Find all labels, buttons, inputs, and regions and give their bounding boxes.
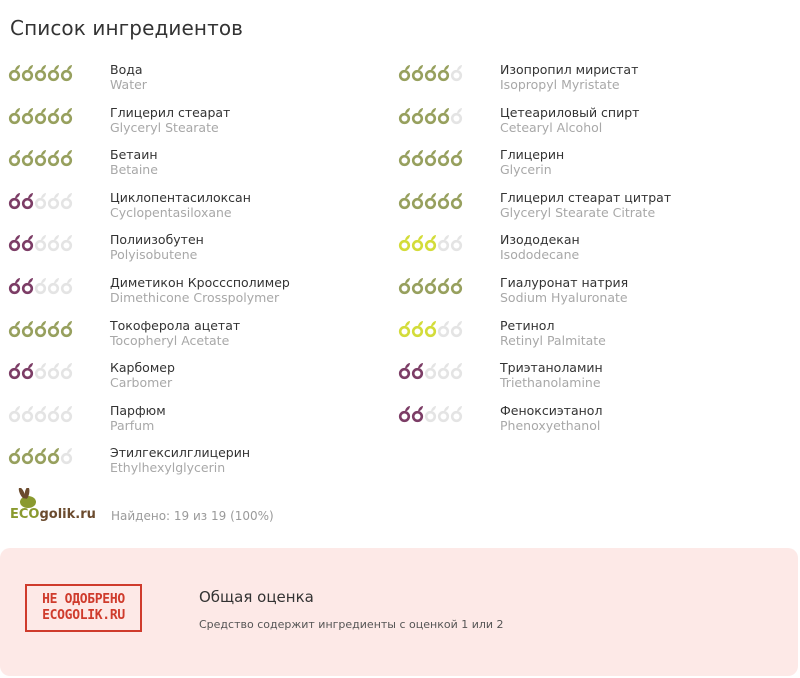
ingredient-name-en: Carbomer: [110, 375, 173, 391]
ingredient-name-ru[interactable]: Глицерин: [500, 147, 565, 163]
ingredient-name-ru[interactable]: Глицерил стеарат цитрат: [500, 189, 672, 205]
rating-leaf-icon: [21, 149, 34, 167]
rating-leaf-icon: [437, 320, 450, 338]
ingredient-name-en: Polyisobutene: [110, 247, 198, 263]
rating-leaf-icon: [398, 405, 411, 423]
ingredient-names: [500, 147, 564, 177]
ingredient-rating: [398, 64, 463, 82]
rating-leaf-icon: [411, 320, 424, 338]
rating-leaf-icon: [398, 107, 411, 125]
rating-leaf-icon: [398, 234, 411, 252]
rating-leaf-icon: [60, 277, 73, 295]
rating-leaf-icon: [437, 149, 450, 167]
ingredient-name-en: Water: [110, 77, 147, 92]
ingredient-names: [110, 62, 147, 92]
ingredient-name-ru[interactable]: Ретинол: [500, 317, 555, 333]
rating-leaf-icon: [21, 447, 34, 465]
ingredient-name-en: Tocopheryl Acetate: [110, 332, 230, 348]
rating-leaf-icon: [21, 64, 34, 82]
ingredient-names: [500, 62, 638, 92]
rating-leaf-icon: [60, 64, 73, 82]
rating-leaf-icon: [47, 362, 60, 380]
rating-leaf-icon: [21, 362, 34, 380]
ingredient-name-ru[interactable]: Вода: [110, 62, 143, 77]
rating-leaf-icon: [8, 320, 21, 338]
verdict-text: Средство содержит ингредиенты с оценкой 1 или 2: [199, 618, 504, 631]
rating-leaf-icon: [47, 107, 60, 125]
rating-leaf-icon: [424, 320, 437, 338]
rating-leaf-icon: [21, 107, 34, 125]
ingredient-name-en: Ethylhexylglycerin: [110, 460, 226, 476]
rating-leaf-icon: [411, 107, 424, 125]
stamp-line-2: ECOGOLIK.RU: [42, 608, 125, 623]
ingredient-name-ru[interactable]: Карбомер: [110, 360, 175, 376]
rating-leaf-icon: [34, 107, 47, 125]
rating-leaf-icon: [424, 64, 437, 82]
ingredient-name-ru[interactable]: Парфюм: [110, 402, 166, 418]
stamp-line-1: НЕ ОДОБРЕНО: [42, 592, 125, 607]
rating-leaf-icon: [398, 362, 411, 380]
rating-leaf-icon: [411, 64, 424, 82]
ingredient-names: [500, 275, 628, 305]
rating-leaf-icon: [437, 107, 450, 125]
rating-leaf-icon: [450, 64, 463, 82]
ingredient-name-ru[interactable]: Цетеариловый спирт: [500, 104, 640, 120]
rating-leaf-icon: [398, 320, 411, 338]
rating-leaf-icon: [450, 277, 463, 295]
rating-leaf-icon: [437, 277, 450, 295]
rating-leaf-icon: [450, 362, 463, 380]
rating-leaf-icon: [437, 405, 450, 423]
ingredient-rating: [8, 149, 73, 167]
rating-leaf-icon: [60, 362, 73, 380]
rating-leaf-icon: [398, 149, 411, 167]
ingredient-names: [500, 403, 602, 433]
rating-leaf-icon: [34, 405, 47, 423]
ingredient-names: [110, 275, 290, 305]
rating-leaf-icon: [21, 192, 34, 210]
ingredient-names: [110, 360, 175, 390]
rating-leaf-icon: [411, 234, 424, 252]
rating-leaf-icon: [47, 320, 60, 338]
rating-leaf-icon: [60, 149, 73, 167]
ingredient-name-ru[interactable]: Гиалуронат натрия: [500, 274, 629, 290]
verdict-title: Общая оценка: [199, 588, 314, 606]
rating-leaf-icon: [450, 107, 463, 125]
ingredient-name-en: Sodium Hyaluronate: [500, 289, 628, 305]
rating-leaf-icon: [437, 64, 450, 82]
ingredient-names: [500, 360, 603, 390]
rating-leaf-icon: [398, 192, 411, 210]
ingredient-name-en: Retinyl Palmitate: [500, 332, 606, 348]
ingredient-name-ru[interactable]: Токоферола ацетат: [110, 317, 241, 333]
ingredient-name-en: Parfum: [110, 417, 155, 433]
rating-leaf-icon: [47, 405, 60, 423]
ingredient-name-en: Glycerin: [500, 162, 552, 178]
ingredient-rating: [398, 405, 463, 423]
ingredient-name-ru[interactable]: Феноксиэтанол: [500, 402, 603, 418]
rating-leaf-icon: [437, 362, 450, 380]
ingredient-name-ru[interactable]: Изопропил миристат: [500, 62, 639, 77]
rating-leaf-icon: [8, 192, 21, 210]
rating-leaf-icon: [34, 320, 47, 338]
verdict-panel: [0, 548, 798, 676]
rating-leaf-icon: [47, 192, 60, 210]
ingredient-name-en: Phenoxyethanol: [500, 417, 601, 433]
rating-leaf-icon: [8, 234, 21, 252]
rating-leaf-icon: [34, 149, 47, 167]
ingredient-rating: [398, 234, 463, 252]
source-row: [10, 488, 310, 528]
not-approved-stamp: [25, 584, 142, 632]
rating-leaf-icon: [450, 320, 463, 338]
rating-leaf-icon: [34, 447, 47, 465]
rating-leaf-icon: [60, 447, 73, 465]
rating-leaf-icon: [47, 149, 60, 167]
ingredient-name-en: Isododecane: [500, 247, 580, 263]
ingredient-rating: [8, 64, 73, 82]
rating-leaf-icon: [411, 362, 424, 380]
rating-leaf-icon: [424, 277, 437, 295]
ingredient-rating: [8, 234, 73, 252]
rating-leaf-icon: [8, 107, 21, 125]
ingredient-names: [110, 403, 166, 433]
ingredient-rating: [398, 107, 463, 125]
rating-leaf-icon: [8, 277, 21, 295]
ingredient-names: [500, 232, 580, 262]
rating-leaf-icon: [411, 192, 424, 210]
rating-leaf-icon: [424, 362, 437, 380]
rating-leaf-icon: [47, 234, 60, 252]
rating-leaf-icon: [21, 234, 34, 252]
ingredient-names: [500, 105, 639, 135]
ingredient-names: [110, 190, 251, 220]
rating-leaf-icon: [8, 64, 21, 82]
rating-leaf-icon: [450, 149, 463, 167]
ingredient-rating: [8, 277, 73, 295]
rating-leaf-icon: [437, 234, 450, 252]
ingredient-name-ru[interactable]: Изододекан: [500, 232, 580, 248]
ingredient-name-en: Betaine: [110, 162, 158, 178]
ingredient-rating: [8, 405, 73, 423]
rating-leaf-icon: [450, 192, 463, 210]
ingredient-name-en: Isopropyl Myristate: [500, 77, 620, 92]
logo-text: [10, 507, 96, 522]
ingredient-rating: [8, 107, 73, 125]
rating-leaf-icon: [34, 234, 47, 252]
ingredient-name-en: Glyceryl Stearate Citrate: [500, 204, 656, 220]
rating-leaf-icon: [60, 192, 73, 210]
rating-leaf-icon: [398, 64, 411, 82]
ingredient-name-ru[interactable]: Бетаин: [110, 147, 158, 163]
rating-leaf-icon: [34, 277, 47, 295]
ingredient-name-ru[interactable]: Триэтаноламин: [500, 360, 603, 376]
rating-leaf-icon: [8, 149, 21, 167]
rating-leaf-icon: [47, 64, 60, 82]
ingredient-name-ru[interactable]: Циклопентасилоксан: [110, 189, 251, 205]
ingredient-name-en: Dimethicone Crosspolymer: [110, 289, 280, 305]
rating-leaf-icon: [60, 320, 73, 338]
rating-leaf-icon: [411, 405, 424, 423]
rating-leaf-icon: [34, 362, 47, 380]
rating-leaf-icon: [21, 277, 34, 295]
rating-leaf-icon: [47, 277, 60, 295]
ingredient-names: [500, 318, 606, 348]
ingredient-names: [110, 232, 204, 262]
ingredient-name-ru[interactable]: Диметикон Кросссполимер: [110, 274, 290, 290]
rating-leaf-icon: [411, 277, 424, 295]
ingredient-name-en: Triethanolamine: [500, 375, 601, 391]
rating-leaf-icon: [424, 107, 437, 125]
ingredient-rating: [398, 320, 463, 338]
ingredient-names: [110, 147, 158, 177]
rating-leaf-icon: [60, 405, 73, 423]
page-title: Список ингредиентов: [10, 16, 244, 40]
ecogolik-logo[interactable]: [10, 488, 100, 528]
ingredient-name-en: Glyceryl Stearate: [110, 119, 219, 135]
rating-leaf-icon: [424, 234, 437, 252]
ingredient-rating: [8, 192, 73, 210]
rating-leaf-icon: [424, 149, 437, 167]
ingredient-rating: [8, 320, 73, 338]
ingredient-name-ru[interactable]: Этилгексилглицерин: [110, 445, 251, 461]
rating-leaf-icon: [450, 405, 463, 423]
rating-leaf-icon: [21, 320, 34, 338]
ingredient-rating: [398, 277, 463, 295]
logo-rest: golik.ru: [39, 507, 96, 522]
rating-leaf-icon: [450, 234, 463, 252]
rating-leaf-icon: [47, 447, 60, 465]
rating-leaf-icon: [424, 405, 437, 423]
rating-leaf-icon: [60, 234, 73, 252]
rating-leaf-icon: [34, 64, 47, 82]
found-count: Найдено: 19 из 19 (100%): [111, 509, 274, 523]
ingredient-name-en: Cetearyl Alcohol: [500, 119, 603, 135]
rating-leaf-icon: [437, 192, 450, 210]
rating-leaf-icon: [8, 447, 21, 465]
ingredient-rating: [8, 447, 73, 465]
ingredient-rating: [8, 362, 73, 380]
ingredient-name-en: Cyclopentasiloxane: [110, 204, 232, 220]
logo-eco: ECO: [10, 507, 40, 522]
rating-leaf-icon: [21, 405, 34, 423]
rating-leaf-icon: [424, 192, 437, 210]
ingredient-names: [500, 190, 671, 220]
ingredient-rating: [398, 362, 463, 380]
ingredient-names: [110, 318, 240, 348]
rating-leaf-icon: [8, 362, 21, 380]
ingredient-name-ru[interactable]: Полиизобутен: [110, 232, 204, 248]
ingredient-names: [110, 445, 250, 475]
rating-leaf-icon: [34, 192, 47, 210]
rating-leaf-icon: [411, 149, 424, 167]
ingredient-rating: [398, 149, 463, 167]
rating-leaf-icon: [398, 277, 411, 295]
ingredient-name-ru[interactable]: Глицерил стеарат: [110, 104, 231, 120]
ingredient-rating: [398, 192, 463, 210]
rating-leaf-icon: [60, 107, 73, 125]
rating-leaf-icon: [8, 405, 21, 423]
ingredient-names: [110, 105, 230, 135]
